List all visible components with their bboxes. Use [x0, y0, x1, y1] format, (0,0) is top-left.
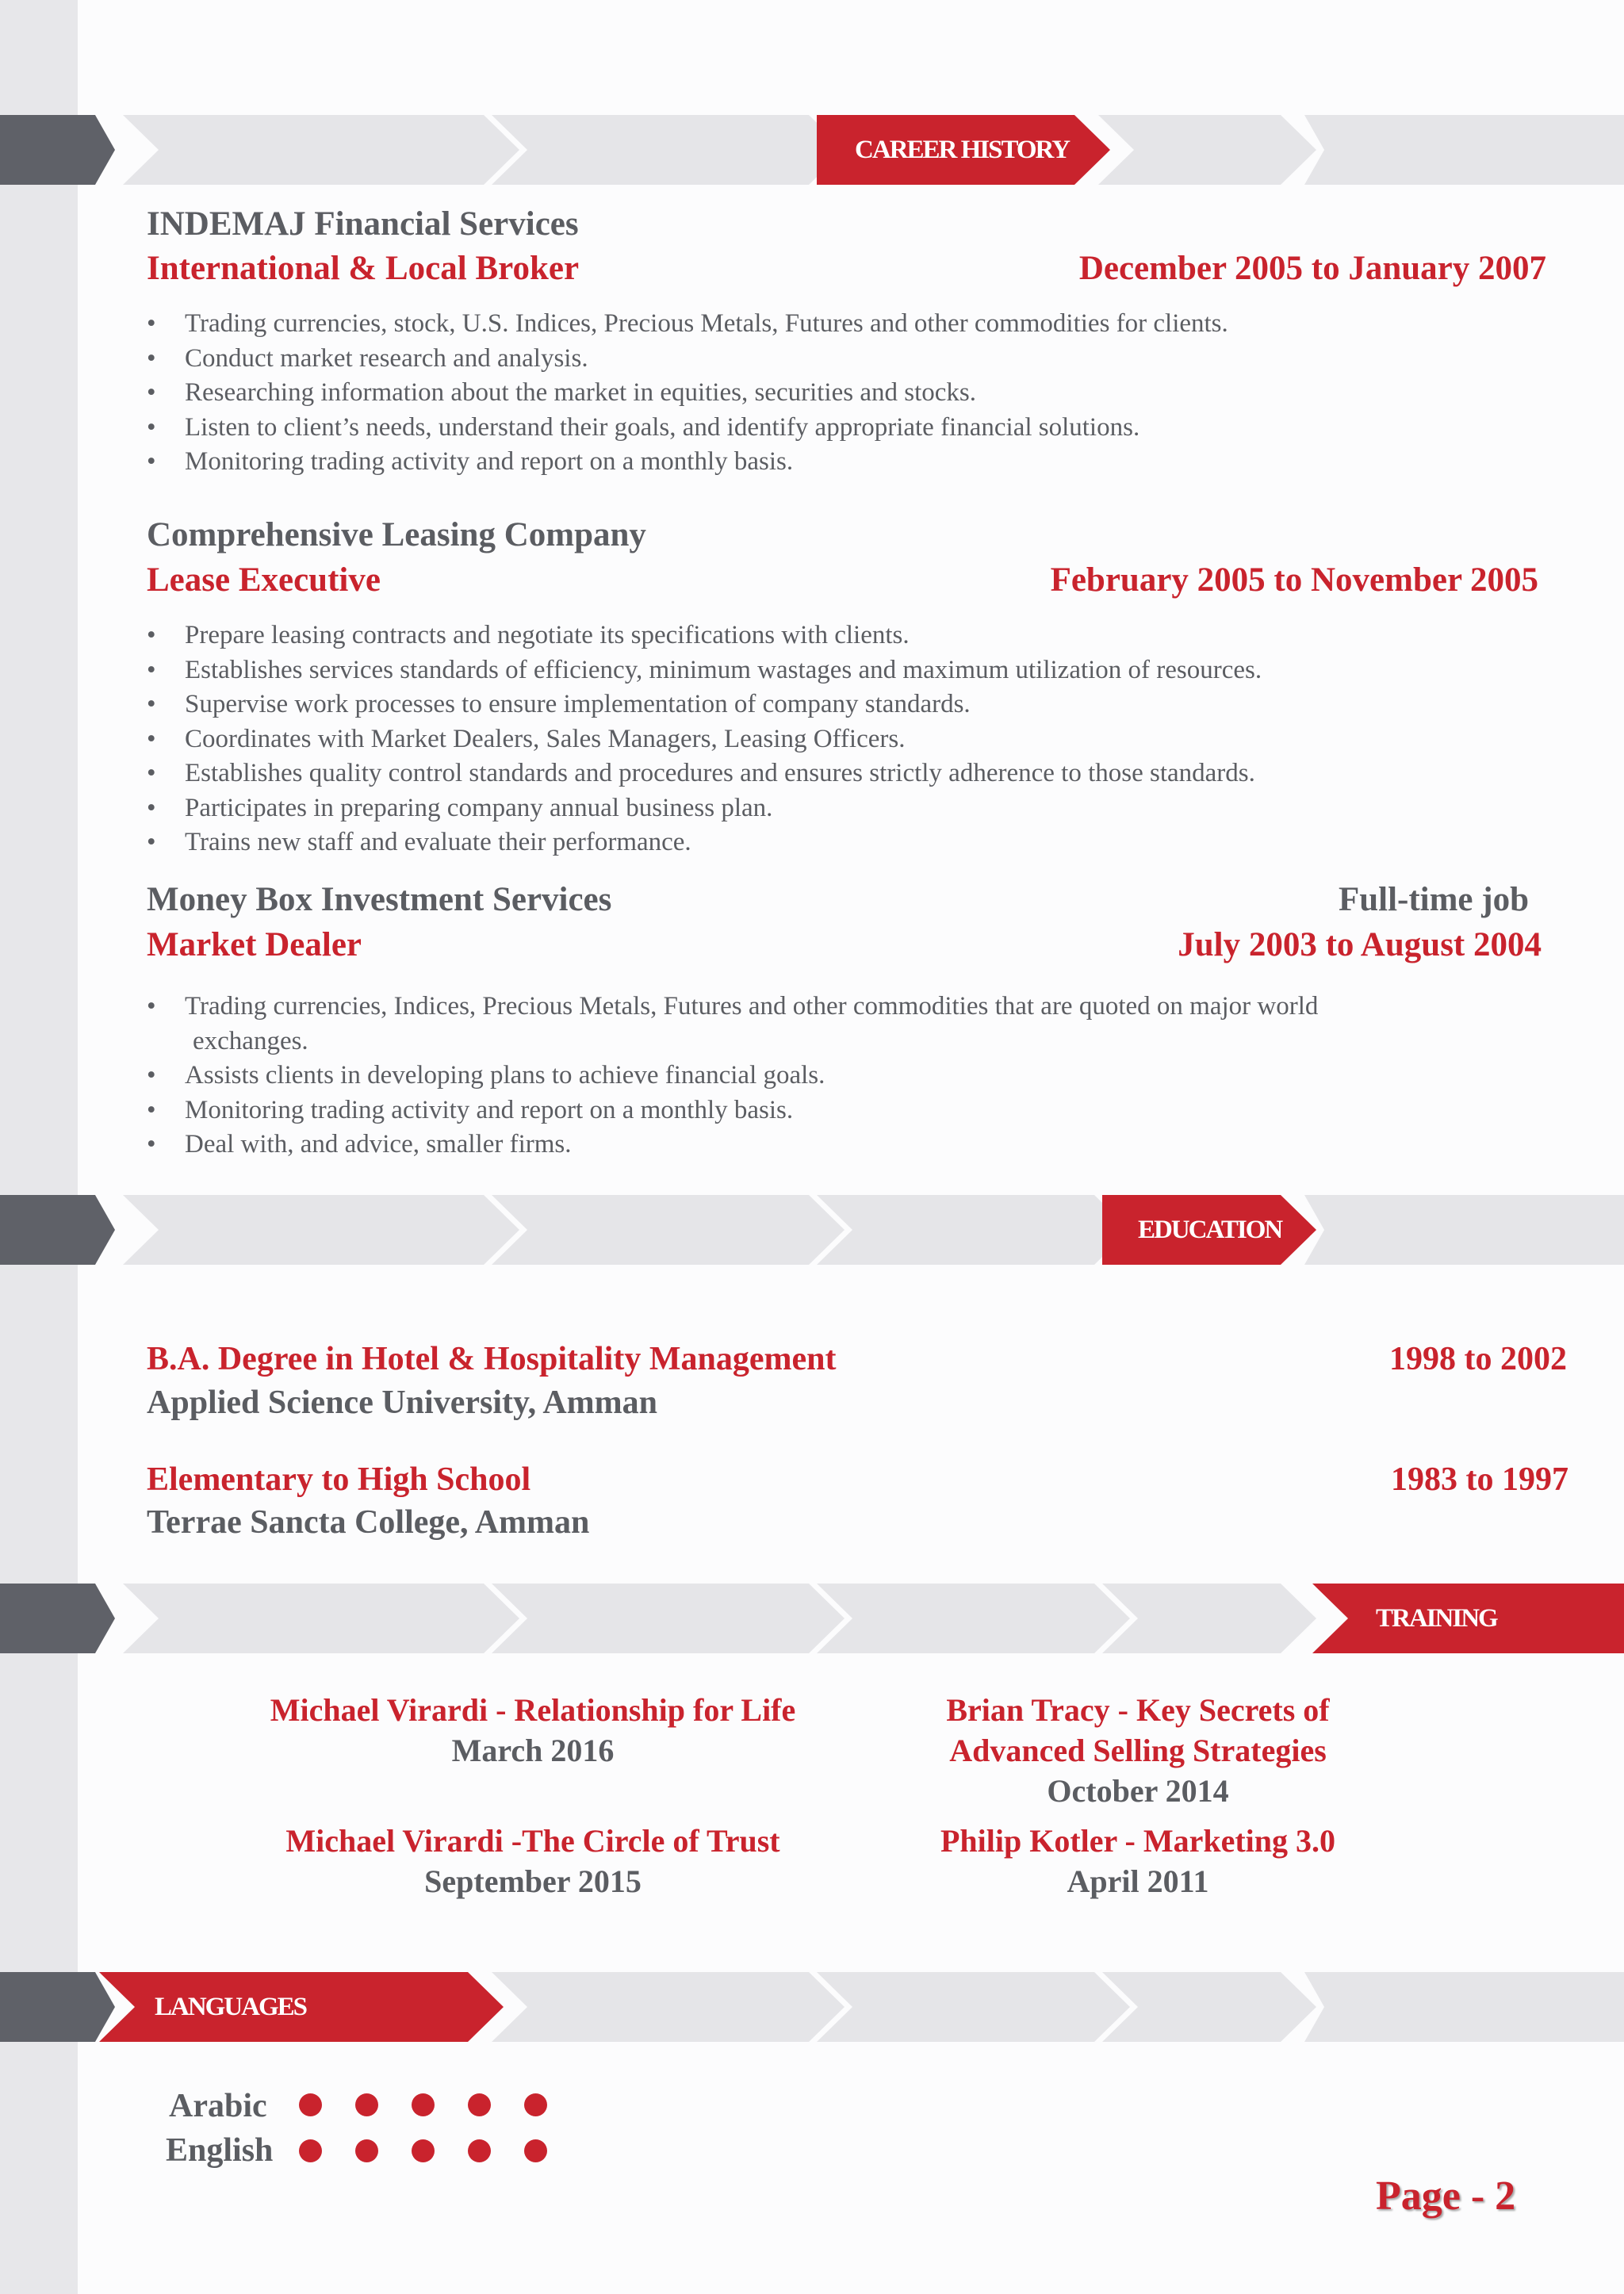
job-bullets [147, 618, 1262, 860]
training-title: Brian Tracy - Key Secrets of [946, 1692, 1330, 1728]
education-years: 1998 to 2002 [1389, 1341, 1567, 1377]
rating-dot [412, 2139, 435, 2162]
bullet-item: • Researching information about the market in equities, securities and stocks. [147, 376, 1228, 411]
bullet-item: • Establishes services standards of efficiency, minimum wastages and maximum utilization of resources. [147, 653, 1262, 688]
bullet-item: • Trains new staff and evaluate their performance. [147, 825, 1262, 860]
bullet-item: • Trading currencies, stock, U.S. Indices, Precious Metals, Futures and other commodities for clients. [147, 307, 1228, 342]
rating-dot [412, 2093, 435, 2116]
education-degree: B.A. Degree in Hotel & Hospitality Management [147, 1341, 837, 1377]
rating-dot [468, 2093, 491, 2116]
section-title-career-history: CAREER HISTORY [855, 136, 1070, 164]
training-date: April 2011 [1067, 1863, 1209, 1899]
section-title-languages: LANGUAGES [155, 1993, 307, 2021]
training-title: Michael Virardi -The Circle of Trust [285, 1823, 780, 1859]
bullet-item: • Participates in preparing company annual business plan. [147, 791, 1262, 826]
education-school: Terrae Sancta College, Amman [147, 1504, 590, 1541]
bullet-continuation: exchanges. [193, 1026, 308, 1055]
bullet-item: • Listen to client’s needs, understand their goals, and identify appropriate financial solutions. [147, 411, 1228, 446]
rating-dot [524, 2139, 547, 2162]
rating-dot [355, 2093, 378, 2116]
job-company: Comprehensive Leasing Company [147, 516, 646, 553]
training-title: Philip Kotler - Marketing 3.0 [940, 1823, 1336, 1859]
rating-dot [299, 2093, 322, 2116]
bullet-item: • Monitoring trading activity and report on a monthly basis. [147, 445, 1228, 480]
job-company: INDEMAJ Financial Services [147, 205, 579, 243]
band-chevrons [0, 1195, 1624, 1265]
bullet-item: • Establishes quality control standards and procedures and ensures strictly adherence to those standards. [147, 756, 1262, 791]
job-company: Money Box Investment Services [147, 881, 612, 918]
job-bullets [147, 990, 1318, 1162]
languages-header-band [0, 1972, 1624, 2042]
rating-dot [524, 2093, 547, 2116]
rating-dot [299, 2139, 322, 2162]
job-dates: July 2003 to August 2004 [1178, 926, 1542, 963]
section-title-education: EDUCATION [1138, 1216, 1282, 1244]
bullet-item: • Assists clients in developing plans to achieve financial goals. [147, 1059, 1318, 1093]
band-chevrons [0, 115, 1624, 185]
language-name: English [166, 2132, 274, 2169]
section-title-training: TRAINING [1376, 1604, 1497, 1633]
education-degree: Elementary to High School [147, 1461, 531, 1498]
bullet-text: Trading currencies, Indices, Precious Metals, Futures and other commodities that are quoted on major world [185, 992, 1319, 1021]
training-title: Michael Virardi - Relationship for Life [270, 1692, 796, 1728]
job-dates: February 2005 to November 2005 [1050, 561, 1538, 599]
job-bullets [147, 307, 1228, 480]
job-dates: December 2005 to January 2007 [1078, 250, 1546, 287]
job-role: Market Dealer [147, 926, 362, 963]
education-school: Applied Science University, Amman [147, 1384, 658, 1421]
job-role: International & Local Broker [147, 250, 580, 287]
language-name: Arabic [169, 2088, 267, 2124]
bullet-item: • Conduct market research and analysis. [147, 342, 1228, 377]
bullet-item: • Coordinates with Market Dealers, Sales Managers, Leasing Officers. [147, 722, 1262, 757]
training-title: Advanced Selling Strategies [949, 1733, 1327, 1768]
education-years: 1983 to 1997 [1391, 1461, 1568, 1498]
page-number: Page - 2 [1376, 2173, 1516, 2219]
rating-dot [355, 2139, 378, 2162]
job-role: Lease Executive [147, 561, 381, 599]
bullet-item: • Deal with, and advice, smaller firms. [147, 1128, 1318, 1162]
left-margin-bar [0, 0, 78, 2294]
bullet-item: • Prepare leasing contracts and negotiate its specifications with clients. [147, 618, 1262, 653]
training-header-band [0, 1584, 1624, 1653]
career-history-header-band [0, 115, 1624, 185]
rating-dot [468, 2139, 491, 2162]
bullet-item: • Monitoring trading activity and report on a monthly basis. [147, 1093, 1318, 1128]
bullet-item [147, 990, 1318, 1059]
training-date: October 2014 [1047, 1773, 1229, 1809]
training-date: September 2015 [424, 1863, 642, 1899]
training-date: March 2016 [451, 1733, 615, 1768]
job-type: Full-time job [1338, 881, 1529, 918]
bullet-item: • Supervise work processes to ensure implementation of company standards. [147, 687, 1262, 722]
education-header-band [0, 1195, 1624, 1265]
